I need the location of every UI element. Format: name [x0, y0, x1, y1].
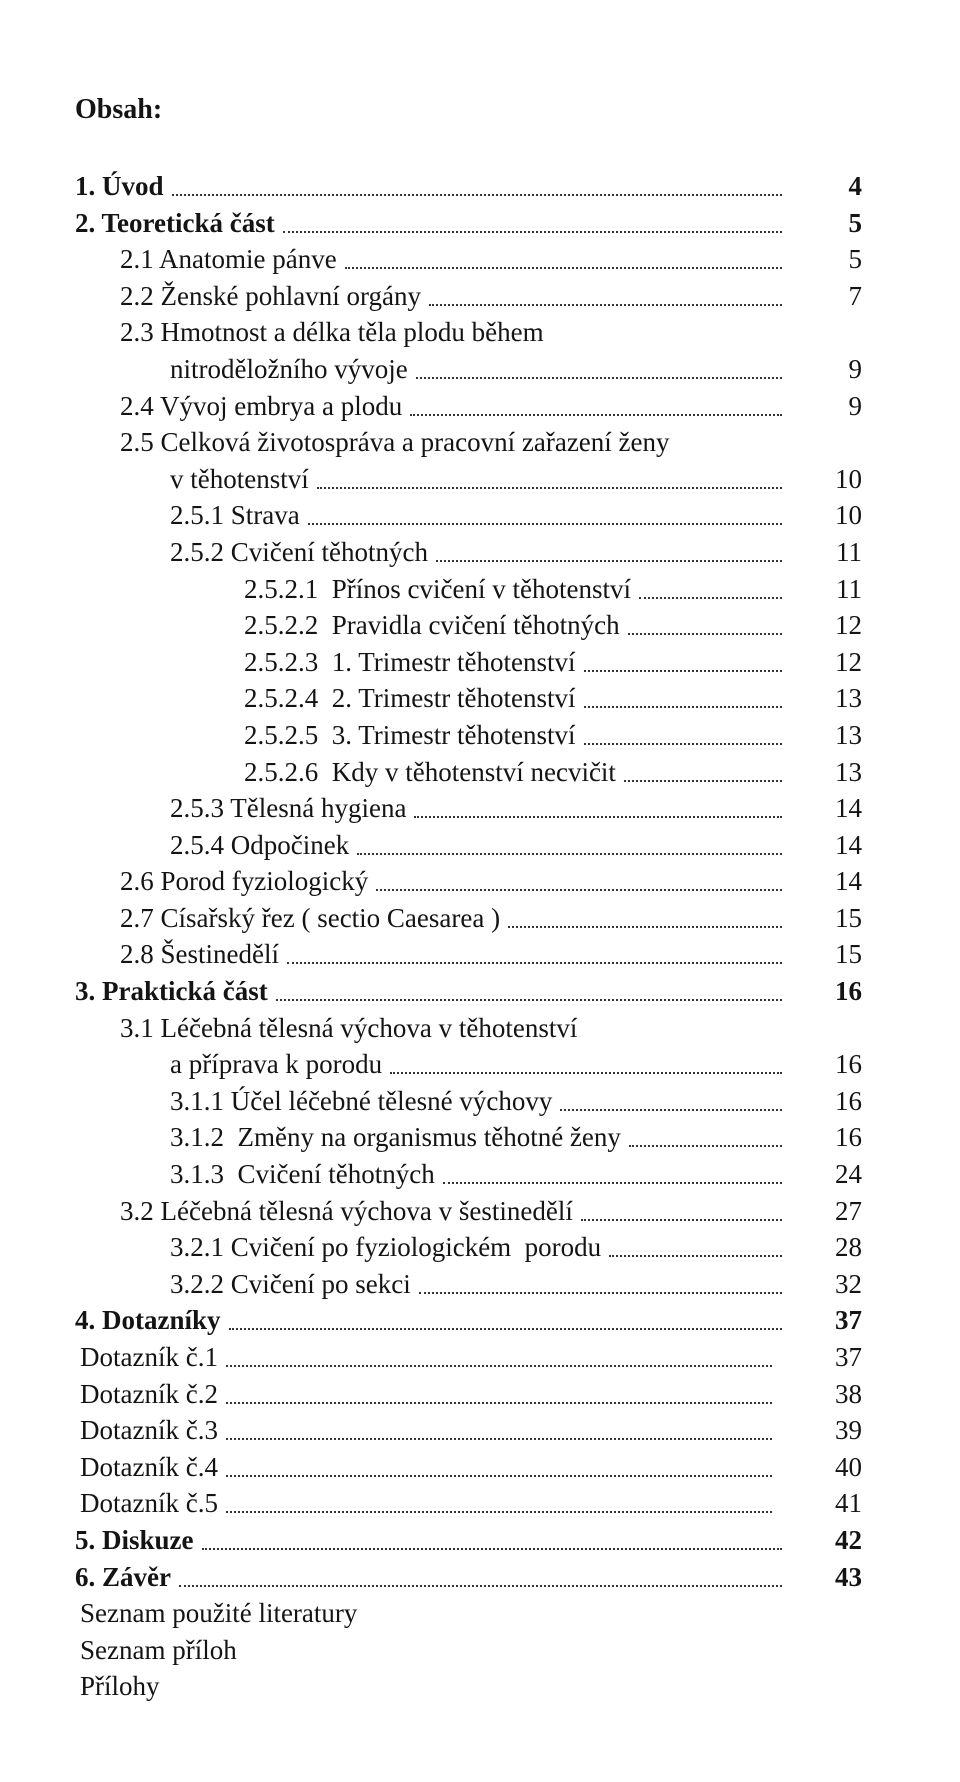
dot-leader: [226, 1365, 772, 1367]
dot-leader: [229, 1328, 782, 1330]
toc-entry-title: 2.5.2.2 Pravidla cvičení těhotných: [244, 610, 620, 641]
toc-entry: [0, 168, 960, 205]
dot-leader: [376, 889, 782, 891]
dot-leader: [179, 1585, 782, 1587]
toc-entry: [0, 461, 960, 498]
toc-entry-title: v těhotenství: [170, 463, 309, 494]
toc-entry-page-number: 32: [835, 1268, 862, 1299]
toc-entry-title: 2.1 Anatomie pánve: [120, 244, 337, 275]
dot-leader: [581, 1219, 782, 1221]
toc-entry: [0, 388, 960, 425]
toc-entry-page-number: 39: [835, 1415, 862, 1446]
toc-entry-page-number: 13: [835, 683, 862, 714]
toc-entry-title: 2.4 Vývoj embrya a plodu: [120, 390, 403, 421]
dot-leader: [584, 706, 782, 708]
toc-entry-page-number: 12: [835, 610, 862, 641]
toc-entry: [0, 1229, 960, 1266]
toc-entry-page-number: 9: [848, 390, 862, 421]
toc-entry-title: 2.5.1 Strava: [170, 500, 300, 531]
toc-entry-title: 2.6 Porod fyziologický: [120, 866, 369, 897]
toc-entry-title: 2.5.2.5 3. Trimestr těhotenství: [244, 719, 576, 750]
toc-entry-title: 3.2 Léčebná tělesná výchova v šestinedělí: [120, 1195, 573, 1226]
toc-entry: [0, 314, 960, 351]
toc-entry-page-number: 40: [835, 1451, 862, 1482]
toc-entry-page-number: 28: [835, 1232, 862, 1263]
dot-leader: [202, 1548, 782, 1550]
dot-leader: [584, 743, 782, 745]
toc-entry-page-number: 10: [835, 500, 862, 531]
dot-leader: [283, 231, 782, 233]
toc-entry: [0, 534, 960, 571]
toc-entry-title: a příprava k porodu: [170, 1049, 383, 1080]
dot-leader: [436, 560, 782, 562]
toc-entry-page-number: 38: [835, 1378, 862, 1409]
toc-entry-title: 3.1.1 Účel léčebné tělesné výchovy: [170, 1085, 553, 1116]
toc-entry-title: 2.5.2.6 Kdy v těhotenství necvičit: [244, 756, 616, 787]
toc-entry: [0, 827, 960, 864]
toc-entry-title: 2.5.4 Odpočinek: [170, 829, 350, 860]
toc-entry-page-number: 9: [848, 353, 862, 384]
toc-entry-page-number: 10: [835, 463, 862, 494]
toc-entry-page-number: 15: [835, 902, 862, 933]
toc-entry-page-number: 5: [848, 244, 862, 275]
dot-leader: [429, 304, 782, 306]
toc-entry: [0, 571, 960, 608]
toc-entry-page-number: 14: [835, 866, 862, 897]
dot-leader: [639, 597, 782, 599]
toc-entry-title: Přílohy: [80, 1671, 160, 1702]
toc-entry-page-number: 5: [848, 207, 862, 238]
toc-entry: [0, 1193, 960, 1230]
dot-leader: [308, 523, 782, 525]
dot-leader: [357, 853, 782, 855]
toc-entry: [0, 1156, 960, 1193]
toc-entry-page-number: 16: [835, 1122, 862, 1153]
toc-entry-title: 2.5.2.4 2. Trimestr těhotenství: [244, 683, 576, 714]
toc-entry: [0, 644, 960, 681]
dot-leader: [287, 962, 782, 964]
dot-leader: [609, 1255, 782, 1257]
toc-entry-title: Dotazník č.4: [80, 1451, 218, 1482]
dot-leader: [414, 816, 782, 818]
toc-entry: [0, 241, 960, 278]
toc-entry-title: 2.2 Ženské pohlavní orgány: [120, 280, 421, 311]
toc-entry: [0, 1266, 960, 1303]
toc-entry-title: 2.5.2 Cvičení těhotných: [170, 536, 428, 567]
toc-entry: [0, 205, 960, 242]
toc-heading: Obsah:: [75, 94, 163, 125]
toc-entry-page-number: 13: [835, 719, 862, 750]
dot-leader: [226, 1438, 772, 1440]
toc-entry: [0, 278, 960, 315]
toc-entry-page-number: 15: [835, 939, 862, 970]
toc-entry-page-number: 14: [835, 829, 862, 860]
toc-entry: [0, 1119, 960, 1156]
toc-entry-title: 3.1 Léčebná tělesná výchova v těhotenství: [120, 1012, 578, 1043]
toc-entry-title: 2.3 Hmotnost a délka těla plodu během: [120, 317, 544, 348]
toc-entry-title: 2.5.2.1 Přínos cvičení v těhotenství: [244, 573, 631, 604]
dot-leader: [410, 414, 782, 416]
toc-entry: [0, 1449, 960, 1486]
dot-leader: [226, 1402, 772, 1404]
toc-entry: [0, 1083, 960, 1120]
toc-entry-title: 3. Praktická část: [75, 976, 268, 1007]
dot-leader: [416, 377, 782, 379]
toc-entry: [0, 1559, 960, 1596]
toc-entry-page-number: 11: [836, 536, 862, 567]
toc-entry-title: 2.7 Císařský řez ( sectio Caesarea ): [120, 902, 501, 933]
dot-leader: [390, 1072, 782, 1074]
toc-entry-title: Dotazník č.3: [80, 1415, 218, 1446]
toc-entry: [0, 1668, 960, 1705]
toc-entry-page-number: 43: [835, 1561, 862, 1592]
toc-entry-title: 3.2.1 Cvičení po fyziologickém porodu: [170, 1232, 602, 1263]
toc-entry-page-number: 24: [835, 1159, 862, 1190]
dot-leader: [345, 267, 782, 269]
toc-entry: [0, 497, 960, 534]
toc-entry: [0, 900, 960, 937]
dot-leader: [172, 194, 782, 196]
toc-entry-title: 2.5.2.3 1. Trimestr těhotenství: [244, 646, 576, 677]
dot-leader: [624, 780, 782, 782]
toc-entry: [0, 680, 960, 717]
toc-entry-title: nitroděložního vývoje: [170, 353, 408, 384]
toc-entry: [0, 717, 960, 754]
dot-leader: [629, 1145, 782, 1147]
toc-entry-page-number: 14: [835, 793, 862, 824]
toc-entry-page-number: 37: [835, 1342, 862, 1372]
toc-entry: [0, 607, 960, 644]
toc-entry-page-number: 12: [835, 646, 862, 677]
toc-entry-title: Seznam použité literatury: [80, 1598, 358, 1629]
toc-entry: [0, 424, 960, 461]
dot-leader: [628, 633, 782, 635]
dot-leader: [443, 1182, 782, 1184]
toc-entry-title: 6. Závěr: [75, 1561, 171, 1592]
table-of-contents: [0, 168, 960, 1705]
dot-leader: [317, 487, 782, 489]
toc-entry-title: Seznam příloh: [80, 1634, 237, 1665]
toc-entry-page-number: 42: [835, 1524, 862, 1555]
dot-leader: [226, 1475, 772, 1477]
dot-leader: [276, 999, 782, 1001]
dot-leader: [419, 1292, 782, 1294]
toc-entry-title: 2. Teoretická část: [75, 207, 275, 238]
toc-entry-title: 5. Diskuze: [75, 1524, 194, 1555]
toc-entry-title: 3.2.2 Cvičení po sekci: [170, 1268, 411, 1299]
toc-entry: [0, 1522, 960, 1559]
toc-entry: [0, 1412, 960, 1449]
dot-leader: [226, 1511, 772, 1513]
toc-entry-page-number: 13: [835, 756, 862, 787]
toc-entry: [0, 1010, 960, 1047]
toc-entry: [0, 790, 960, 827]
toc-entry: [0, 863, 960, 900]
toc-entry: [0, 973, 960, 1010]
toc-entry: [0, 1376, 960, 1413]
toc-entry: [0, 1632, 960, 1669]
toc-entry: [0, 351, 960, 388]
toc-entry-page-number: 16: [835, 1085, 862, 1116]
toc-entry: [0, 1339, 960, 1376]
toc-entry-page-number: 16: [835, 1049, 862, 1080]
toc-entry-page-number: 41: [835, 1488, 862, 1519]
toc-entry: [0, 1302, 960, 1339]
toc-entry-page-number: 27: [835, 1195, 862, 1226]
dot-leader: [508, 926, 782, 928]
toc-entry-title: 2.5 Celková životospráva a pracovní zařazení ženy: [120, 427, 670, 458]
toc-entry-title: Dotazník č.5: [80, 1488, 218, 1519]
toc-entry-title: Dotazník č.2: [80, 1378, 218, 1409]
toc-entry-title: 3.1.2 Změny na organismus těhotné ženy: [170, 1122, 621, 1153]
toc-entry: [0, 1485, 960, 1522]
toc-entry-title: 4. Dotazníky: [75, 1305, 221, 1336]
toc-entry: [0, 1046, 960, 1083]
toc-entry: [0, 936, 960, 973]
dot-leader: [560, 1109, 782, 1111]
toc-entry-page-number: 11: [836, 573, 862, 604]
toc-entry-page-number: 4: [848, 171, 862, 201]
toc-entry-page-number: 7: [848, 280, 862, 311]
toc-entry-title: Dotazník č.1: [80, 1342, 218, 1372]
toc-entry: [0, 1595, 960, 1632]
toc-entry: [0, 754, 960, 791]
toc-entry-title: 2.8 Šestinedělí: [120, 939, 279, 970]
toc-entry-title: 1. Úvod: [75, 171, 164, 201]
toc-entry-page-number: 37: [835, 1305, 862, 1336]
toc-entry-title: 3.1.3 Cvičení těhotných: [170, 1159, 435, 1190]
dot-leader: [584, 670, 782, 672]
toc-entry-title: 2.5.3 Tělesná hygiena: [170, 793, 407, 824]
toc-entry-page-number: 16: [835, 976, 862, 1007]
